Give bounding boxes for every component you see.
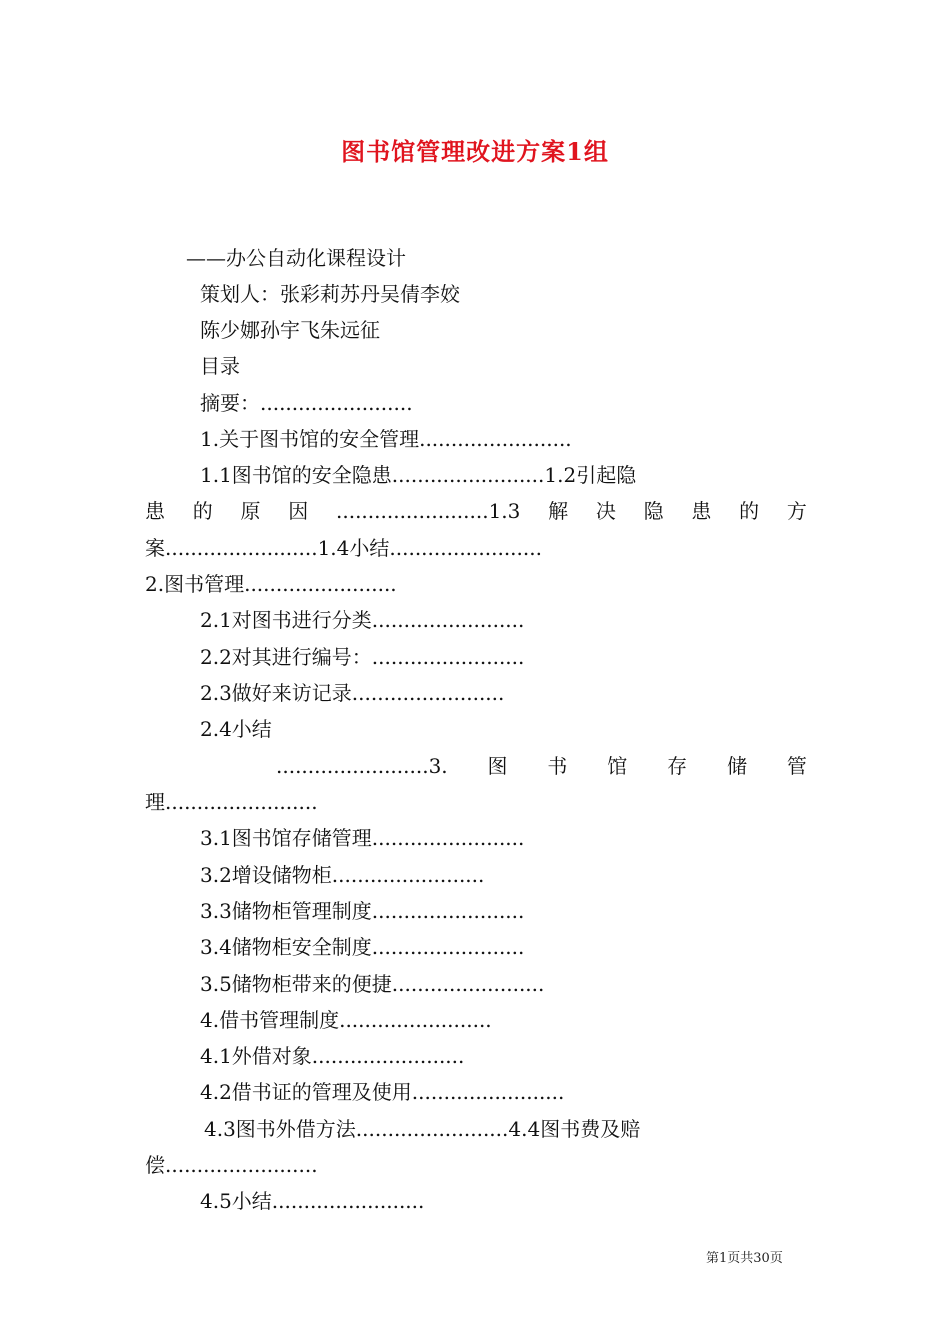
toc-entry-2-4: 2.4小结 xyxy=(200,717,272,741)
toc-entry-1-wrap-2-part-8: 患 xyxy=(691,499,712,523)
toc-entry-3-wrap-2: 理........................ xyxy=(145,790,318,814)
toc-entry-4-wrap-2: 偿........................ xyxy=(145,1153,318,1177)
toc-entry-4: 4.借书管理制度........................ xyxy=(200,1008,492,1032)
toc-entry-3-wrap-1-part-2: 书 xyxy=(547,754,568,778)
toc-entry-summary: 摘要：........................ xyxy=(200,391,413,415)
subtitle: ——办公自动化课程设计 xyxy=(186,246,406,270)
toc-entry-4-2: 4.2借书证的管理及使用........................ xyxy=(200,1080,565,1104)
toc-entry-3-wrap-1-part-6: 管 xyxy=(786,754,807,778)
toc-entry-1: 1.关于图书馆的安全管理........................ xyxy=(200,427,572,451)
toc-heading: 目录 xyxy=(200,354,240,378)
toc-entry-3-2: 3.2增设储物柜........................ xyxy=(200,863,485,887)
toc-entry-3-wrap-1-part-5: 储 xyxy=(727,754,748,778)
toc-entry-3-wrap-1 xyxy=(276,752,807,780)
toc-entry-3-1: 3.1图书馆存储管理........................ xyxy=(200,826,525,850)
toc-entry-1-1-wrap-1: 1.1图书馆的安全隐患........................1.2引起隐 xyxy=(200,463,637,487)
document-title: 图书馆管理改进方案1组 xyxy=(341,137,609,166)
toc-entry-2: 2.图书管理........................ xyxy=(145,572,397,596)
toc-entry-2-1: 2.1对图书进行分类........................ xyxy=(200,608,525,632)
planners-line-1: 策划人：张彩莉苏丹吴倩李姣 xyxy=(200,282,460,306)
toc-entry-1-wrap-2 xyxy=(145,497,807,525)
toc-entry-1-wrap-2-part-3: 因 xyxy=(288,499,309,523)
toc-entry-1-wrap-2-part-9: 的 xyxy=(739,499,760,523)
toc-entry-3-4: 3.4储物柜安全制度........................ xyxy=(200,935,525,959)
toc-entry-2-2: 2.2对其进行编号：........................ xyxy=(200,645,525,669)
toc-entry-3-wrap-1-part-3: 馆 xyxy=(607,754,628,778)
planners-line-2: 陈少娜孙宇飞朱远征 xyxy=(200,318,380,342)
toc-entry-1-wrap-2-part-10: 方 xyxy=(786,499,807,523)
toc-entry-3-wrap-1-part-0: ........................3. xyxy=(276,754,448,778)
toc-entry-1-wrap-2-part-0: 患 xyxy=(145,499,165,523)
toc-entry-3-wrap-1-part-4: 存 xyxy=(667,754,688,778)
toc-entry-1-wrap-2-part-1: 的 xyxy=(192,499,213,523)
toc-entry-3-wrap-1-part-1: 图 xyxy=(487,754,508,778)
toc-entry-1-wrap-3: 案........................1.4小结........................ xyxy=(145,536,542,560)
toc-entry-1-wrap-2-part-5: 解 xyxy=(548,499,569,523)
toc-entry-1-wrap-2-part-6: 决 xyxy=(595,499,616,523)
toc-entry-4-5: 4.5小结........................ xyxy=(200,1189,425,1213)
page-number: 第1页共30页 xyxy=(706,1251,783,1266)
toc-entry-1-wrap-2-part-2: 原 xyxy=(240,499,261,523)
toc-entry-4-1: 4.1外借对象........................ xyxy=(200,1044,465,1068)
toc-entry-1-wrap-2-part-7: 隐 xyxy=(643,499,664,523)
toc-entry-2-3: 2.3做好来访记录........................ xyxy=(200,681,505,705)
toc-entry-3-3: 3.3储物柜管理制度........................ xyxy=(200,899,525,923)
toc-entry-4-3-wrap-1: 4.3图书外借方法........................4.4图书费及赔 xyxy=(204,1117,641,1141)
toc-entry-3-5: 3.5储物柜带来的便捷........................ xyxy=(200,972,545,996)
toc-entry-1-wrap-2-part-4: ........................1.3 xyxy=(336,499,521,523)
